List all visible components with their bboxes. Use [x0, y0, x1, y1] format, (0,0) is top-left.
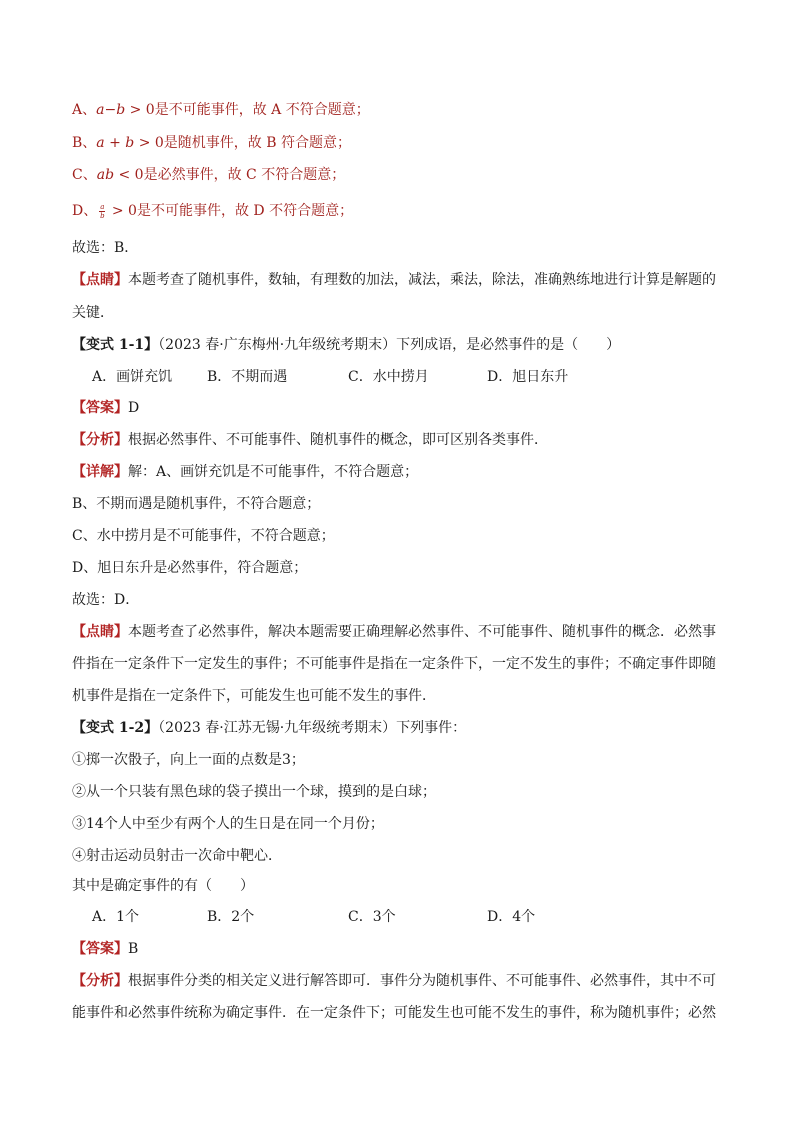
fraction-denominator: b [100, 211, 105, 220]
q11-answer-line [72, 398, 139, 418]
math-relation: > 0 [107, 203, 137, 219]
analysis-tag: 【分析】 [72, 973, 128, 989]
solution-line-b [72, 133, 351, 153]
dianjing-tag: 【点睛】 [72, 624, 128, 640]
dianjing-line-2: 关键． [72, 305, 114, 321]
question-tag: 【变式 1-2】 [72, 720, 159, 736]
detail-text: 解：A、画饼充饥是不可能事件，不符合题意； [128, 464, 419, 480]
dianjing-text: 本题考查了必然事件，解决本题需要正确理解必然事件、不可能事件、随机事件的概念．必然事 [128, 624, 716, 640]
solution-line-c [72, 165, 345, 185]
q11-conclusion: 故选：D． [72, 592, 140, 608]
solution-text: 是不可能事件，故 D 不符合题意； [136, 203, 354, 219]
solution-text: 是随机事件，故 B 符合题意； [163, 135, 351, 151]
q11-analysis-line [72, 430, 548, 450]
question-1-1-stem [72, 335, 620, 355]
question-text: 下列事件： [396, 720, 467, 736]
solution-line-a [72, 100, 370, 120]
dianjing-text: 本题考查了随机事件，数轴，有理数的加法，减法，乘法，除法，准确熟练地进行计算是解题的 [128, 272, 716, 288]
q11-detail-line-4: D、旭日东升是必然事件，符合题意； [72, 560, 308, 576]
q12-item-1: ①掷一次骰子，向上一面的点数是3； [72, 752, 305, 768]
answer-tag: 【答案】 [72, 400, 128, 416]
q12-analysis-line-2: 能事件和必然事件统称为确定事件．在一定条件下；可能发生也可能不发生的事件，称为随机事件；必然 [72, 1005, 716, 1021]
math-expression: a + b [96, 135, 135, 151]
q11-option-c: C．水中捞月 [348, 369, 429, 385]
q12-option-d: D．4个 [487, 909, 536, 925]
q12-item-4: ④射击运动员射击一次命中靶心． [72, 848, 282, 864]
answer-value: D [128, 400, 140, 416]
dianjing-tag: 【点睛】 [72, 272, 128, 288]
q12-item-2: ②从一个只装有黑色球的袋子摸出一个球，摸到的是白球； [72, 784, 436, 800]
math-expression: ab [96, 167, 115, 183]
solution-text: 是必然事件，故 C 不符合题意； [143, 167, 346, 183]
math-expression: a−b [96, 102, 126, 118]
question-tag: 【变式 1-1】 [72, 337, 159, 353]
conclusion-line: 故选：B． [72, 240, 139, 256]
question-1-2-stem [72, 718, 466, 738]
q12-analysis-line-1 [72, 971, 716, 991]
analysis-text: 根据必然事件、不可能事件、随机事件的概念，即可区别各类事件． [128, 432, 548, 448]
question-text: 下列成语，是必然事件的是（ ） [396, 337, 621, 353]
math-relation: > 0 [125, 102, 155, 118]
answer-value: B [128, 941, 139, 957]
option-prefix: A、 [72, 102, 97, 118]
q12-option-b: B．2个 [207, 909, 255, 925]
q11-option-b: B．不期而遇 [207, 369, 288, 385]
option-prefix: B、 [72, 135, 97, 151]
math-relation: < 0 [114, 167, 144, 183]
option-prefix: D、 [72, 203, 98, 219]
solution-text: 是不可能事件，故 A 不符合题意； [154, 102, 370, 118]
q12-option-c: C．3个 [348, 909, 396, 925]
dianjing-line-1 [72, 270, 716, 290]
q11-dianjing-line-3: 机事件是指在一定条件下，可能发生也可能不发生的事件． [72, 688, 436, 704]
answer-tag: 【答案】 [72, 941, 128, 957]
q11-detail-line-3: C、水中捞月是不可能事件，不符合题意； [72, 528, 335, 544]
q11-detail-line-1 [72, 462, 418, 482]
q11-dianjing-line-2: 件指在一定条件下一定发生的事件；不可能事件是指在一定条件下，一定不发生的事件；不确定事件即随 [72, 656, 716, 672]
question-source: （2023 春·广东梅州·九年级统考期末） [158, 337, 397, 353]
question-source: （2023 春·江苏无锡·九年级统考期末） [158, 720, 397, 736]
q11-option-a: A．画饼充饥 [92, 369, 173, 385]
analysis-tag: 【分析】 [72, 432, 128, 448]
math-relation: > 0 [134, 135, 164, 151]
detail-tag: 【详解】 [72, 464, 128, 480]
q12-item-3: ③14个人中至少有两个人的生日是在同一个月份； [72, 816, 384, 832]
solution-line-d [72, 201, 353, 221]
analysis-text: 根据事件分类的相关定义进行解答即可．事件分为随机事件、不可能事件、必然事件，其中不可 [128, 973, 716, 989]
math-fraction [99, 203, 105, 220]
option-prefix: C、 [72, 167, 97, 183]
q11-detail-line-2: B、不期而遇是随机事件，不符合题意； [72, 496, 321, 512]
q11-option-d: D．旭日东升 [487, 369, 569, 385]
q12-answer-line [72, 939, 138, 959]
fraction-numerator: a [100, 202, 105, 211]
q11-dianjing-line-1 [72, 622, 716, 642]
q12-question: 其中是确定事件的有（ ） [72, 878, 254, 894]
q12-option-a: A．1个 [92, 909, 140, 925]
